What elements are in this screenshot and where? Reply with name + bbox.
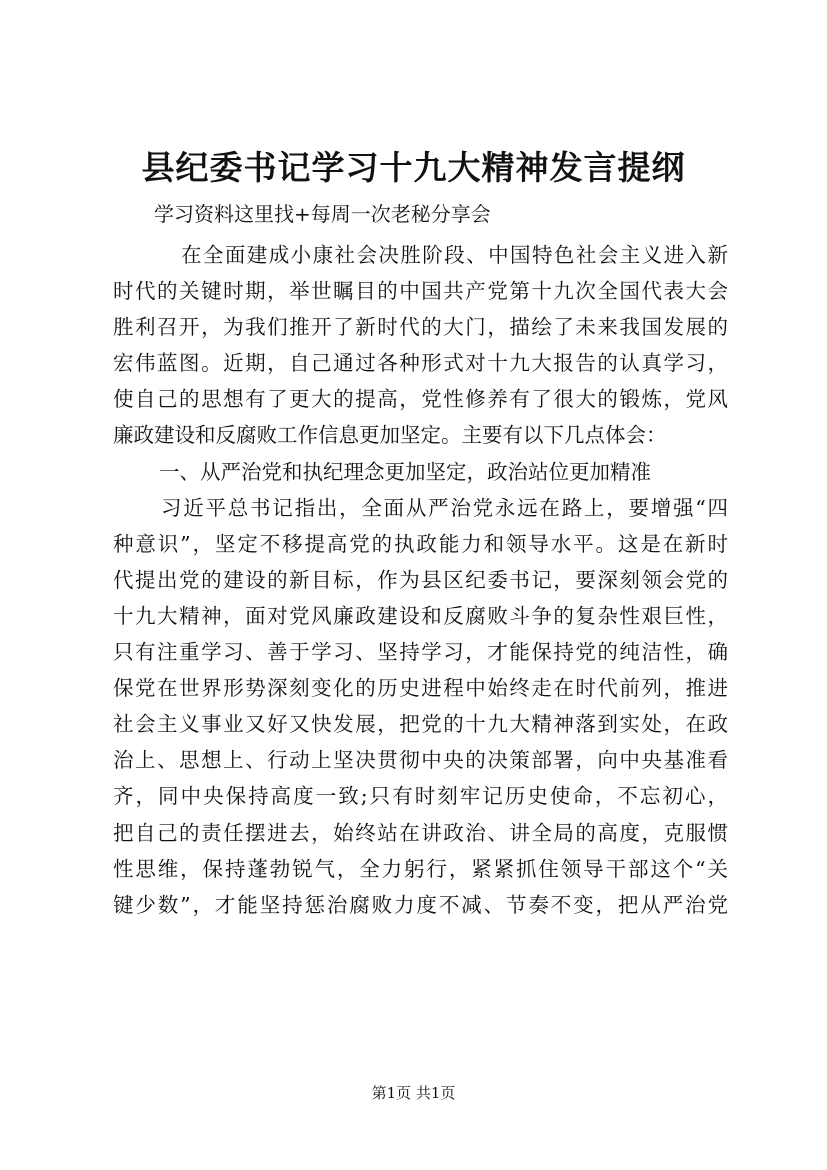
- body-line: 使自己的思想有了更大的提高，党性修养有了很大的锻炼，党风: [113, 387, 728, 412]
- body-line: 齐，同中央保持高度一致;只有时刻牢记历史使命，不忘初心，: [113, 784, 728, 809]
- body-line: 习近平总书记指出，全面从严治党永远在路上，要增强“四: [161, 495, 728, 520]
- body-line: 性思维，保持蓬勃锐气，全力躬行，紧紧抓住领导干部这个“关: [113, 856, 728, 881]
- page-footer: 第1页 共1页: [371, 1084, 456, 1102]
- body-line: 时代的关键时期，举世瞩目的中国共产党第十九次全国代表大会: [113, 279, 728, 304]
- body-line: 种意识”，坚定不移提高党的执政能力和领导水平。这是在新时: [113, 531, 728, 556]
- body-line: 把自己的责任摆进去，始终站在讲政治、讲全局的高度，克服惯: [113, 820, 728, 845]
- document-title: 县纪委书记学习十九大精神发言提纲: [141, 148, 686, 187]
- body-line: 胜利召开，为我们推开了新时代的大门，描绘了未来我国发展的: [113, 315, 728, 340]
- document-body: [113, 237, 728, 923]
- body-line: 在全面建成小康社会决胜阶段、中国特色社会主义进入新: [181, 243, 728, 267]
- document-subtitle: 学习资料这里找+每周一次老秘分享会: [154, 202, 491, 226]
- body-line: 社会主义事业又好又快发展，把党的十九大精神落到实处，在政: [113, 712, 728, 737]
- body-line: 十九大精神，面对党风廉政建设和反腐败斗争的复杂性艰巨性，: [113, 603, 728, 628]
- body-line: 键少数”，才能坚持惩治腐败力度不减、节奏不变，把从严治党: [113, 892, 728, 917]
- body-line: 治上、思想上、行动上坚决贯彻中央的决策部署，向中央基准看: [113, 748, 728, 773]
- body-line: 只有注重学习、善于学习、坚持学习，才能保持党的纯洁性，确: [113, 640, 728, 665]
- body-line: 宏伟蓝图。近期，自己通过各种形式对十九大报告的认真学习，: [113, 351, 728, 376]
- body-line: 保党在世界形势深刻变化的历史进程中始终走在时代前列，推进: [113, 676, 728, 701]
- body-line: 代提出党的建设的新目标，作为县区纪委书记，要深刻领会党的: [113, 567, 728, 592]
- section-heading: 一、从严治党和执纪理念更加坚定，政治站位更加精准: [159, 459, 651, 484]
- body-line: 廉政建设和反腐败工作信息更加坚定。主要有以下几点体会：: [113, 423, 667, 448]
